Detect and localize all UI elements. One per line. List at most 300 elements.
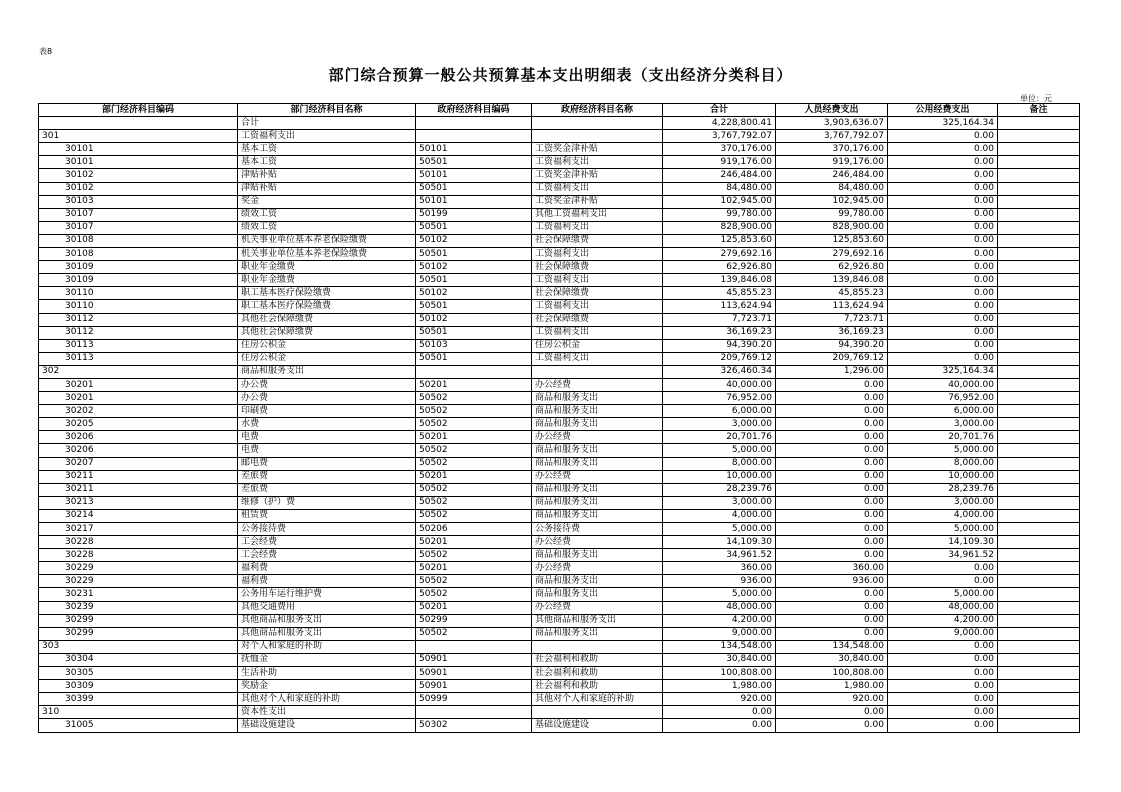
cell-personnel: 94,390.20 — [776, 339, 888, 352]
cell-dept-code: 30110 — [39, 300, 238, 313]
cell-total: 45,855.23 — [663, 287, 776, 300]
cell-gov-name: 其他工资福利支出 — [532, 208, 663, 221]
cell-personnel: 0.00 — [776, 392, 888, 405]
cell-dept-code: 30113 — [39, 352, 238, 365]
cell-personnel: 0.00 — [776, 719, 888, 732]
table-row — [39, 195, 1080, 208]
cell-personnel: 0.00 — [776, 588, 888, 601]
cell-total: 828,900.00 — [663, 221, 776, 234]
cell-dept-name: 公务用车运行维护费 — [238, 588, 416, 601]
cell-note — [998, 667, 1080, 680]
cell-note — [998, 680, 1080, 693]
cell-gov-code: 50201 — [416, 536, 532, 549]
cell-note — [998, 523, 1080, 536]
cell-note — [998, 208, 1080, 221]
cell-total: 139,846.08 — [663, 274, 776, 287]
cell-dept-name: 奖金 — [238, 195, 416, 208]
cell-note — [998, 326, 1080, 339]
cell-gov-code: 50501 — [416, 326, 532, 339]
cell-personnel: 209,769.12 — [776, 352, 888, 365]
cell-dept-name: 职工基本医疗保险缴费 — [238, 287, 416, 300]
cell-dept-name: 住房公积金 — [238, 339, 416, 352]
table-row — [39, 431, 1080, 444]
cell-note — [998, 693, 1080, 706]
cell-gov-name: 社会保障缴费 — [532, 261, 663, 274]
cell-dept-code: 30101 — [39, 143, 238, 156]
cell-public: 28,239.76 — [888, 483, 998, 496]
cell-dept-code: 310 — [39, 706, 238, 719]
table-header-row — [39, 104, 1080, 117]
cell-total: 14,109.30 — [663, 536, 776, 549]
cell-public: 6,000.00 — [888, 405, 998, 418]
cell-dept-code: 30207 — [39, 457, 238, 470]
cell-note — [998, 195, 1080, 208]
cell-personnel: 246,484.00 — [776, 169, 888, 182]
cell-dept-name: 基本工资 — [238, 143, 416, 156]
cell-gov-name: 基础设施建设 — [532, 719, 663, 732]
cell-dept-name: 资本性支出 — [238, 706, 416, 719]
cell-note — [998, 300, 1080, 313]
cell-total: 7,723.71 — [663, 313, 776, 326]
cell-gov-code: 50502 — [416, 444, 532, 457]
cell-total: 5,000.00 — [663, 444, 776, 457]
cell-gov-code: 50502 — [416, 405, 532, 418]
cell-gov-name: 办公经费 — [532, 562, 663, 575]
cell-public: 325,164.34 — [888, 365, 998, 378]
cell-total: 48,000.00 — [663, 601, 776, 614]
table-row — [39, 575, 1080, 588]
table-row — [39, 680, 1080, 693]
cell-gov-name: 商品和服务支出 — [532, 496, 663, 509]
cell-personnel: 0.00 — [776, 496, 888, 509]
cell-public: 20,701.76 — [888, 431, 998, 444]
cell-note — [998, 588, 1080, 601]
cell-public: 0.00 — [888, 339, 998, 352]
cell-personnel: 0.00 — [776, 405, 888, 418]
cell-personnel: 7,723.71 — [776, 313, 888, 326]
cell-dept-name: 电费 — [238, 444, 416, 457]
cell-dept-code: 30109 — [39, 274, 238, 287]
cell-gov-name — [532, 117, 663, 130]
cell-dept-code: 30202 — [39, 405, 238, 418]
cell-gov-name: 公务接待费 — [532, 523, 663, 536]
cell-dept-name: 差旅费 — [238, 483, 416, 496]
cell-gov-code: 50501 — [416, 182, 532, 195]
cell-personnel: 0.00 — [776, 549, 888, 562]
cell-note — [998, 536, 1080, 549]
table-row — [39, 627, 1080, 640]
table-row — [39, 274, 1080, 287]
cell-dept-code: 30206 — [39, 431, 238, 444]
cell-note — [998, 392, 1080, 405]
cell-personnel: 0.00 — [776, 483, 888, 496]
cell-gov-name: 工资奖金津补贴 — [532, 143, 663, 156]
table-row — [39, 287, 1080, 300]
cell-gov-code: 50102 — [416, 313, 532, 326]
cell-dept-name: 职业年金缴费 — [238, 274, 416, 287]
cell-dept-name: 其他对个人和家庭的补助 — [238, 693, 416, 706]
cell-gov-name: 其他商品和服务支出 — [532, 614, 663, 627]
header-dept-code: 部门经济科目编码 — [39, 104, 238, 117]
cell-gov-name: 社会福利和救助 — [532, 667, 663, 680]
cell-gov-name: 住房公积金 — [532, 339, 663, 352]
cell-public: 0.00 — [888, 680, 998, 693]
cell-total: 34,961.52 — [663, 549, 776, 562]
cell-personnel: 45,855.23 — [776, 287, 888, 300]
cell-personnel: 99,780.00 — [776, 208, 888, 221]
cell-gov-name: 商品和服务支出 — [532, 392, 663, 405]
cell-dept-name: 邮电费 — [238, 457, 416, 470]
cell-dept-name: 机关事业单位基本养老保险缴费 — [238, 234, 416, 247]
cell-note — [998, 601, 1080, 614]
cell-note — [998, 444, 1080, 457]
table-row — [39, 392, 1080, 405]
page-title: 部门综合预算一般公共预算基本支出明细表（支出经济分类科目） — [328, 66, 793, 84]
cell-dept-code: 30112 — [39, 326, 238, 339]
cell-gov-name: 社会福利和救助 — [532, 680, 663, 693]
cell-gov-code: 50201 — [416, 378, 532, 391]
cell-dept-code: 30108 — [39, 234, 238, 247]
cell-total: 6,000.00 — [663, 405, 776, 418]
cell-personnel: 134,548.00 — [776, 640, 888, 653]
cell-gov-code: 50302 — [416, 719, 532, 732]
cell-public: 0.00 — [888, 195, 998, 208]
cell-public: 0.00 — [888, 182, 998, 195]
cell-total: 99,780.00 — [663, 208, 776, 221]
cell-gov-code: 50502 — [416, 627, 532, 640]
cell-dept-code: 30205 — [39, 418, 238, 431]
cell-dept-code: 30107 — [39, 208, 238, 221]
cell-total: 0.00 — [663, 706, 776, 719]
cell-personnel: 0.00 — [776, 431, 888, 444]
cell-personnel: 125,853.60 — [776, 234, 888, 247]
cell-gov-name: 工资福利支出 — [532, 248, 663, 261]
table-row — [39, 339, 1080, 352]
cell-total: 246,484.00 — [663, 169, 776, 182]
cell-total: 5,000.00 — [663, 588, 776, 601]
cell-note — [998, 248, 1080, 261]
table-row — [39, 182, 1080, 195]
cell-gov-name: 商品和服务支出 — [532, 405, 663, 418]
cell-gov-name: 商品和服务支出 — [532, 549, 663, 562]
cell-dept-code: 30109 — [39, 261, 238, 274]
cell-dept-code: 30214 — [39, 509, 238, 522]
table-row — [39, 405, 1080, 418]
cell-dept-code: 30239 — [39, 601, 238, 614]
cell-gov-name: 社会福利和救助 — [532, 653, 663, 666]
cell-public: 14,109.30 — [888, 536, 998, 549]
cell-dept-code: 30399 — [39, 693, 238, 706]
cell-personnel: 0.00 — [776, 418, 888, 431]
cell-dept-name: 合计 — [238, 117, 416, 130]
cell-gov-name: 商品和服务支出 — [532, 444, 663, 457]
cell-note — [998, 130, 1080, 143]
cell-dept-code: 30304 — [39, 653, 238, 666]
cell-dept-code: 30213 — [39, 496, 238, 509]
cell-dept-name: 其他社会保障缴费 — [238, 326, 416, 339]
table-row — [39, 326, 1080, 339]
cell-gov-code: 50501 — [416, 156, 532, 169]
header-total: 合计 — [663, 104, 776, 117]
cell-gov-name: 商品和服务支出 — [532, 627, 663, 640]
cell-gov-code: 50103 — [416, 339, 532, 352]
cell-gov-name: 工资福利支出 — [532, 156, 663, 169]
table-row — [39, 536, 1080, 549]
cell-public: 0.00 — [888, 143, 998, 156]
cell-public: 0.00 — [888, 719, 998, 732]
cell-dept-name: 租赁费 — [238, 509, 416, 522]
cell-public: 0.00 — [888, 693, 998, 706]
cell-gov-name — [532, 706, 663, 719]
cell-public: 325,164.34 — [888, 117, 998, 130]
cell-note — [998, 653, 1080, 666]
cell-gov-code: 50502 — [416, 392, 532, 405]
cell-public: 5,000.00 — [888, 588, 998, 601]
cell-gov-code: 50201 — [416, 431, 532, 444]
cell-note — [998, 470, 1080, 483]
cell-personnel: 1,296.00 — [776, 365, 888, 378]
cell-gov-code: 50502 — [416, 588, 532, 601]
cell-gov-name: 商品和服务支出 — [532, 575, 663, 588]
cell-dept-code: 30217 — [39, 523, 238, 536]
table-row — [39, 588, 1080, 601]
cell-dept-code: 30206 — [39, 444, 238, 457]
cell-personnel: 370,176.00 — [776, 143, 888, 156]
cell-personnel: 0.00 — [776, 614, 888, 627]
header-gov-code: 政府经济科目编码 — [416, 104, 532, 117]
cell-dept-name: 公务接待费 — [238, 523, 416, 536]
cell-note — [998, 352, 1080, 365]
cell-gov-code: 50501 — [416, 274, 532, 287]
cell-dept-name: 水费 — [238, 418, 416, 431]
cell-public: 0.00 — [888, 248, 998, 261]
cell-public: 0.00 — [888, 313, 998, 326]
cell-dept-code: 301 — [39, 130, 238, 143]
cell-note — [998, 339, 1080, 352]
table-row — [39, 418, 1080, 431]
cell-dept-name: 其他商品和服务支出 — [238, 627, 416, 640]
cell-gov-name: 社会保障缴费 — [532, 234, 663, 247]
cell-dept-name: 电费 — [238, 431, 416, 444]
table-row — [39, 614, 1080, 627]
cell-personnel: 0.00 — [776, 523, 888, 536]
cell-public: 0.00 — [888, 130, 998, 143]
cell-gov-code: 50501 — [416, 300, 532, 313]
cell-gov-code: 50501 — [416, 352, 532, 365]
cell-note — [998, 234, 1080, 247]
cell-gov-name: 商品和服务支出 — [532, 588, 663, 601]
cell-public: 0.00 — [888, 169, 998, 182]
table-row — [39, 562, 1080, 575]
cell-gov-code: 50502 — [416, 549, 532, 562]
cell-total: 113,624.94 — [663, 300, 776, 313]
cell-personnel: 113,624.94 — [776, 300, 888, 313]
cell-total: 4,228,800.41 — [663, 117, 776, 130]
cell-personnel: 279,692.16 — [776, 248, 888, 261]
table-row — [39, 156, 1080, 169]
cell-public: 0.00 — [888, 208, 998, 221]
cell-personnel: 30,840.00 — [776, 653, 888, 666]
cell-personnel: 919,176.00 — [776, 156, 888, 169]
cell-gov-name: 办公经费 — [532, 378, 663, 391]
cell-total: 8,000.00 — [663, 457, 776, 470]
cell-dept-code: 30211 — [39, 470, 238, 483]
cell-public: 0.00 — [888, 667, 998, 680]
cell-dept-name: 福利费 — [238, 575, 416, 588]
cell-personnel: 0.00 — [776, 601, 888, 614]
cell-total: 76,952.00 — [663, 392, 776, 405]
cell-dept-code: 30299 — [39, 614, 238, 627]
cell-total: 0.00 — [663, 719, 776, 732]
cell-gov-code: 50999 — [416, 693, 532, 706]
cell-note — [998, 405, 1080, 418]
cell-note — [998, 457, 1080, 470]
cell-note — [998, 378, 1080, 391]
cell-public: 8,000.00 — [888, 457, 998, 470]
cell-personnel: 0.00 — [776, 509, 888, 522]
header-note: 备注 — [998, 104, 1080, 117]
table-row — [39, 667, 1080, 680]
cell-dept-name: 住房公积金 — [238, 352, 416, 365]
cell-total: 279,692.16 — [663, 248, 776, 261]
cell-personnel: 0.00 — [776, 706, 888, 719]
cell-dept-code: 30101 — [39, 156, 238, 169]
cell-gov-name: 办公经费 — [532, 601, 663, 614]
table-row — [39, 706, 1080, 719]
cell-personnel: 360.00 — [776, 562, 888, 575]
cell-gov-name — [532, 640, 663, 653]
cell-dept-name: 机关事业单位基本养老保险缴费 — [238, 248, 416, 261]
cell-note — [998, 483, 1080, 496]
cell-total: 3,000.00 — [663, 496, 776, 509]
cell-dept-code: 31005 — [39, 719, 238, 732]
cell-gov-name: 商品和服务支出 — [532, 483, 663, 496]
table-row — [39, 457, 1080, 470]
cell-dept-name: 工会经费 — [238, 549, 416, 562]
cell-total: 326,460.34 — [663, 365, 776, 378]
cell-dept-name: 其他社会保障缴费 — [238, 313, 416, 326]
cell-personnel: 0.00 — [776, 457, 888, 470]
cell-gov-name — [532, 365, 663, 378]
cell-personnel: 0.00 — [776, 444, 888, 457]
cell-total: 94,390.20 — [663, 339, 776, 352]
cell-public: 0.00 — [888, 234, 998, 247]
cell-note — [998, 418, 1080, 431]
cell-dept-name: 职工基本医疗保险缴费 — [238, 300, 416, 313]
cell-dept-name: 津贴补贴 — [238, 182, 416, 195]
cell-public: 4,000.00 — [888, 509, 998, 522]
cell-gov-name: 工资福利支出 — [532, 352, 663, 365]
cell-note — [998, 365, 1080, 378]
cell-total: 920.00 — [663, 693, 776, 706]
cell-dept-code: 30110 — [39, 287, 238, 300]
cell-dept-name: 印刷费 — [238, 405, 416, 418]
cell-gov-code: 50101 — [416, 169, 532, 182]
cell-gov-code: 50201 — [416, 601, 532, 614]
cell-gov-name: 工资福利支出 — [532, 326, 663, 339]
cell-personnel: 3,903,636.07 — [776, 117, 888, 130]
table-row — [39, 234, 1080, 247]
cell-note — [998, 117, 1080, 130]
table-row — [39, 378, 1080, 391]
cell-note — [998, 562, 1080, 575]
header-gov-name: 政府经济科目名称 — [532, 104, 663, 117]
cell-gov-code: 50502 — [416, 457, 532, 470]
cell-gov-code: 50502 — [416, 483, 532, 496]
cell-dept-name: 差旅费 — [238, 470, 416, 483]
cell-personnel: 139,846.08 — [776, 274, 888, 287]
cell-dept-code: 30113 — [39, 339, 238, 352]
table-row — [39, 719, 1080, 732]
cell-note — [998, 313, 1080, 326]
cell-gov-code: 50101 — [416, 143, 532, 156]
cell-gov-name: 社会保障缴费 — [532, 287, 663, 300]
table-row — [39, 483, 1080, 496]
cell-note — [998, 431, 1080, 444]
cell-gov-name: 工资奖金津补贴 — [532, 169, 663, 182]
cell-personnel: 3,767,792.07 — [776, 130, 888, 143]
cell-total: 4,000.00 — [663, 509, 776, 522]
cell-total: 3,767,792.07 — [663, 130, 776, 143]
cell-total: 3,000.00 — [663, 418, 776, 431]
cell-public: 0.00 — [888, 562, 998, 575]
cell-total: 370,176.00 — [663, 143, 776, 156]
cell-dept-code: 30201 — [39, 392, 238, 405]
table-row — [39, 300, 1080, 313]
cell-public: 4,200.00 — [888, 614, 998, 627]
cell-dept-name: 奖励金 — [238, 680, 416, 693]
cell-total: 919,176.00 — [663, 156, 776, 169]
cell-gov-name — [532, 130, 663, 143]
cell-note — [998, 496, 1080, 509]
cell-dept-name: 办公费 — [238, 392, 416, 405]
table-body — [39, 117, 1080, 732]
cell-dept-code: 30107 — [39, 221, 238, 234]
cell-personnel: 0.00 — [776, 536, 888, 549]
cell-note — [998, 221, 1080, 234]
cell-gov-name: 其他对个人和家庭的补助 — [532, 693, 663, 706]
cell-note — [998, 156, 1080, 169]
cell-public: 9,000.00 — [888, 627, 998, 640]
cell-dept-name: 基本工资 — [238, 156, 416, 169]
cell-gov-code: 50201 — [416, 562, 532, 575]
cell-note — [998, 509, 1080, 522]
cell-personnel: 828,900.00 — [776, 221, 888, 234]
cell-dept-code: 30299 — [39, 627, 238, 640]
cell-total: 36,169.23 — [663, 326, 776, 339]
cell-dept-code — [39, 117, 238, 130]
cell-note — [998, 614, 1080, 627]
cell-dept-code: 30211 — [39, 483, 238, 496]
cell-dept-name: 基础设施建设 — [238, 719, 416, 732]
table-row — [39, 365, 1080, 378]
cell-public: 5,000.00 — [888, 523, 998, 536]
cell-dept-name: 商品和服务支出 — [238, 365, 416, 378]
cell-total: 9,000.00 — [663, 627, 776, 640]
cell-note — [998, 169, 1080, 182]
cell-dept-code: 30229 — [39, 562, 238, 575]
cell-gov-code: 50102 — [416, 234, 532, 247]
cell-dept-code: 30201 — [39, 378, 238, 391]
cell-dept-code: 302 — [39, 365, 238, 378]
cell-dept-name: 职业年金缴费 — [238, 261, 416, 274]
cell-personnel: 0.00 — [776, 378, 888, 391]
cell-gov-code — [416, 640, 532, 653]
table-row — [39, 549, 1080, 562]
cell-note — [998, 719, 1080, 732]
cell-dept-name: 生活补助 — [238, 667, 416, 680]
cell-dept-code: 30309 — [39, 680, 238, 693]
